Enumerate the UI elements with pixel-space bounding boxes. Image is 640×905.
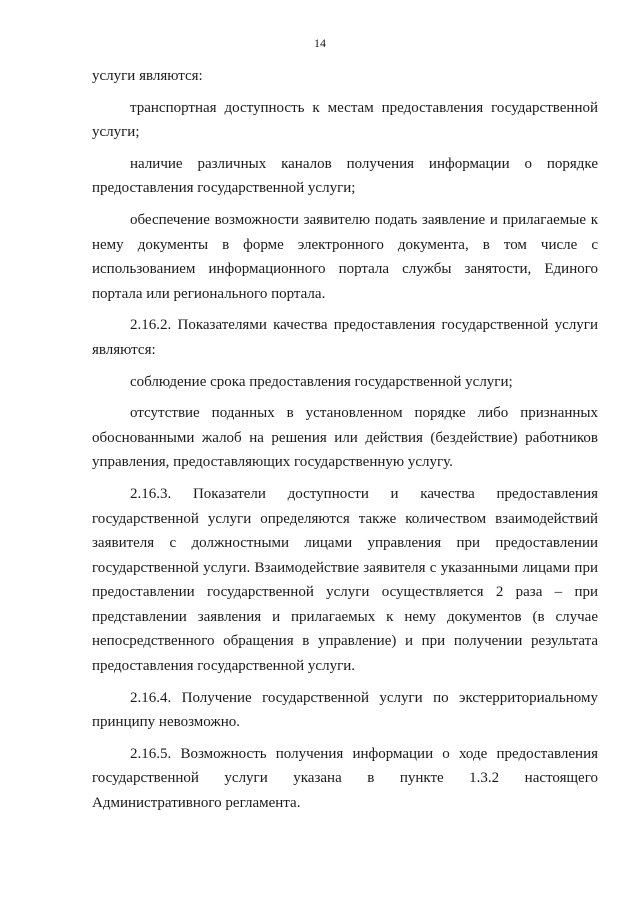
paragraph: 2.16.5. Возможность получения информации о ходе предоставления государственной услуги указана в пункте 1.3.2 настоящего Административного регламента. <box>92 745 598 812</box>
paragraph: услуги являются: <box>92 68 203 84</box>
paragraph: 2.16.2. Показателями качества предоставления государственной услуги являются: <box>92 317 598 358</box>
paragraph: отсутствие поданных в установленном порядке либо признанных обоснованными жалоб на решения или действия (бездействие) работников управления, предоставляющих государственную услугу. <box>92 405 598 471</box>
paragraph: обеспечение возможности заявителю подать заявление и прилагаемые к нему документы в форме электронного документа, в том числе с использованием информационного портала службы занятости, Единого портала или регионального портала. <box>92 211 598 302</box>
paragraph: 2.16.3. Показатели доступности и качества предоставления государственной услуги определяются также количеством взаимодействий заявителя с должностными лицами управления при предоставлении государственной услуги. Взаимодействие заявителя с указанными лицами при предоставлении государственной услуги осуществляется 2 раза – при представлении заявления и прилагаемых к нему документов (в случае непосредственного обращения в управление) и при получении результата предоставления государственной услуги. <box>92 485 598 675</box>
paragraph: наличие различных каналов получения информации о порядке предоставления государственной услуги; <box>92 155 598 197</box>
paragraph: 2.16.4. Получение государственной услуги по экстерриториальному принципу невозможно. <box>92 689 598 731</box>
paragraph: транспортная доступность к местам предоставления государственной услуги; <box>92 99 598 141</box>
document-body <box>92 64 598 816</box>
paragraph: соблюдение срока предоставления государственной услуги; <box>130 373 513 390</box>
page-number: 14 <box>314 36 326 50</box>
